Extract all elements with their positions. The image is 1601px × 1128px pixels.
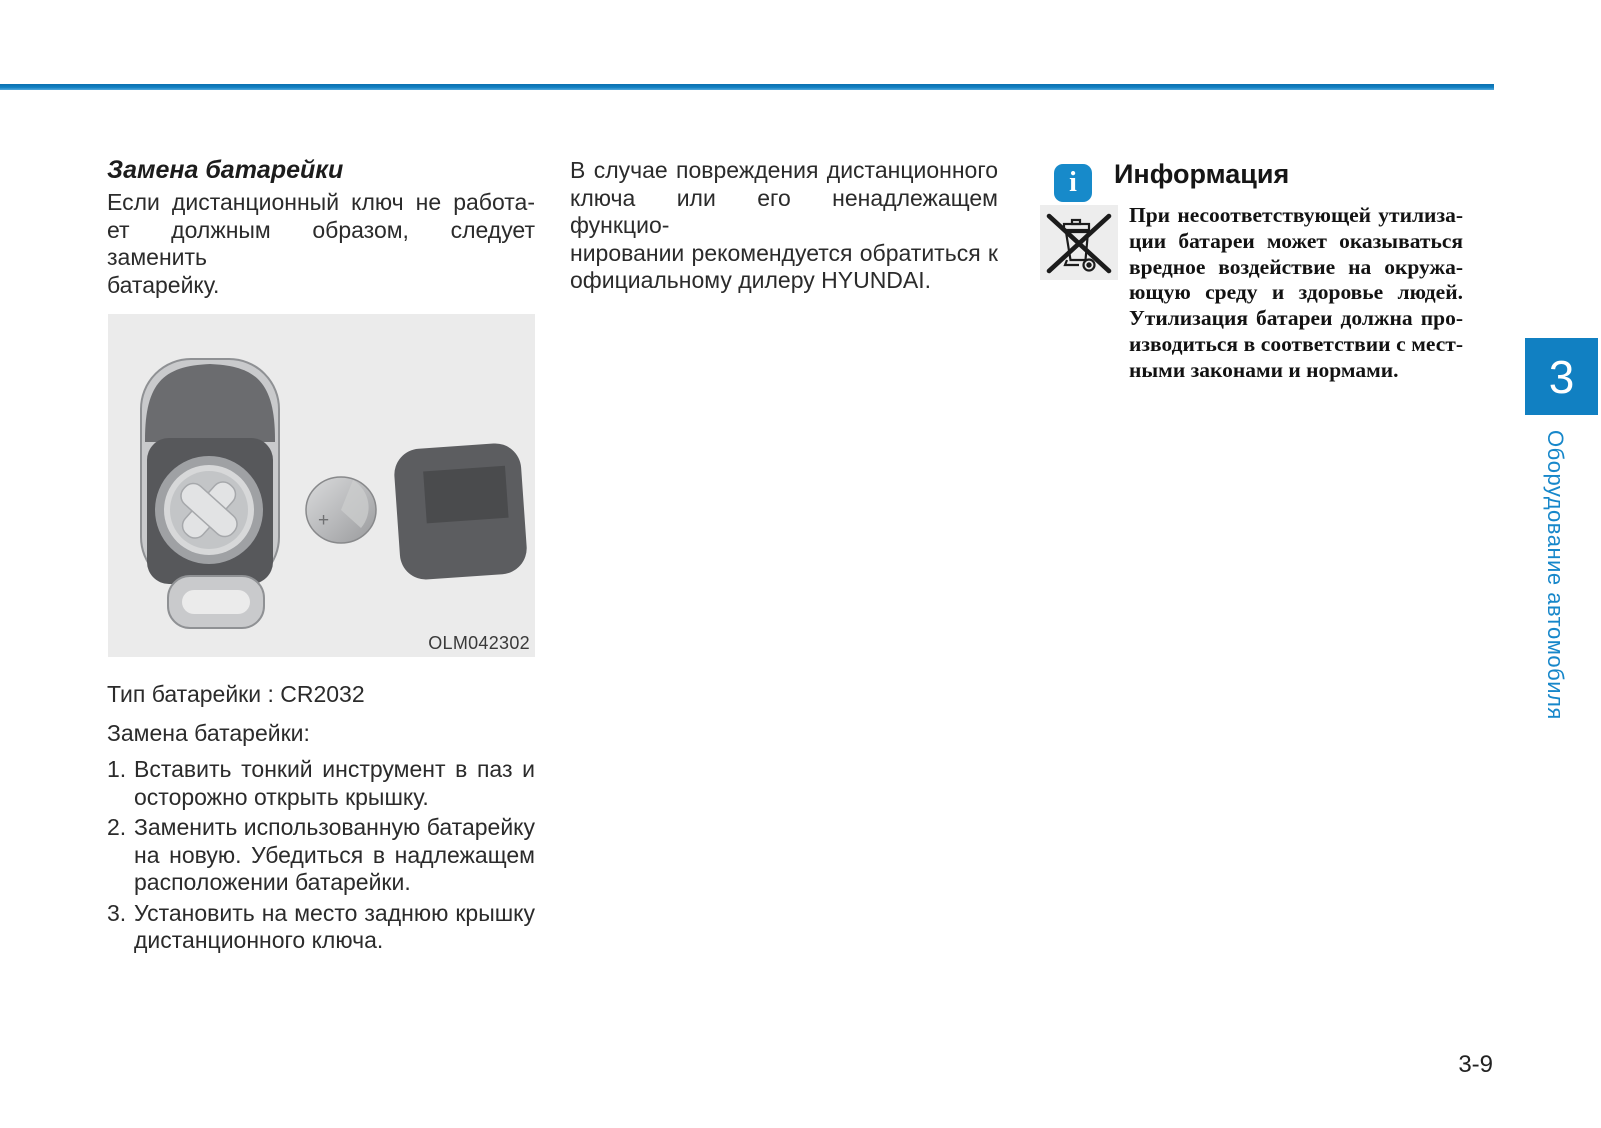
text-line: При несоответствующей утилиза- xyxy=(1129,203,1463,227)
figure-code: OLM042302 xyxy=(428,633,530,653)
text-line: изводиться в соответствии с мест- xyxy=(1129,331,1463,356)
key-battery-figure xyxy=(108,314,535,657)
text-line: дистанционного ключа. xyxy=(134,927,384,953)
weee-crossed-bin-icon xyxy=(1040,205,1118,280)
info-heading: Информация xyxy=(1114,159,1290,189)
intro-paragraph xyxy=(107,189,535,299)
left-column xyxy=(107,154,535,958)
text-line: Вставить тонкий инструмент в паз и xyxy=(134,756,535,782)
text-line: Утилизация батареи должна про- xyxy=(1129,306,1463,331)
chapter-tab xyxy=(1525,338,1598,415)
list-title: Замена батарейки: xyxy=(107,719,310,746)
info-column xyxy=(1040,154,1463,574)
text-line: расположении батарейки. xyxy=(134,869,411,895)
text-line: официальному дилеру HYUNDAI. xyxy=(570,267,932,293)
dealer-paragraph xyxy=(570,157,998,295)
text-line: вредное воздействие на окружа- xyxy=(1129,254,1463,279)
step-text xyxy=(134,756,535,811)
replacement-steps xyxy=(107,756,535,955)
text-line: ющую среду и здоровье людей. xyxy=(1129,280,1463,305)
text-line: Заменить использованную батарейку xyxy=(134,814,535,840)
step-number: 1. xyxy=(107,756,127,782)
info-icon-glyph: i xyxy=(1069,167,1077,198)
page-number: 3-9 xyxy=(1458,1051,1493,1078)
text-line: батарейку. xyxy=(107,271,220,298)
text-line: на новую. Убедиться в надлежащем xyxy=(134,841,535,868)
text-line: ет должным образом, следует заменить xyxy=(107,216,535,270)
text-line: осторожно открыть крышку. xyxy=(134,783,429,810)
text-line: Установить на место заднюю крышку xyxy=(134,899,535,926)
text-line: Если дистанционный ключ не работа- xyxy=(107,189,535,215)
section-heading: Замена батарейки xyxy=(107,156,344,184)
text-line: нировании рекомендуется обратиться к xyxy=(570,239,998,266)
middle-column xyxy=(570,157,998,295)
battery-type-line: Тип батарейки : CR2032 xyxy=(107,681,365,707)
text-line: ключа или его ненадлежащем функцио- xyxy=(570,184,998,238)
step-number: 3. xyxy=(107,899,127,926)
info-icon xyxy=(1054,164,1092,202)
text-line: ции батареи может оказываться xyxy=(1129,228,1463,253)
info-paragraph xyxy=(1129,203,1463,384)
step-item-2 xyxy=(107,814,535,897)
step-text xyxy=(134,900,535,955)
chapter-tab-title: Оборудование автомобиля xyxy=(1543,430,1568,720)
step-item-3 xyxy=(107,900,535,955)
key-fob-illustration xyxy=(108,314,535,657)
step-item-1 xyxy=(107,756,535,811)
step-number: 2. xyxy=(107,814,127,840)
text-line: ными законами и нормами. xyxy=(1129,357,1399,382)
step-text xyxy=(134,814,535,897)
header-rule xyxy=(0,84,1494,90)
chapter-number: 3 xyxy=(1548,350,1575,403)
svg-text:+: + xyxy=(318,510,330,531)
text-line: В случае повреждения дистанционного xyxy=(570,157,998,183)
